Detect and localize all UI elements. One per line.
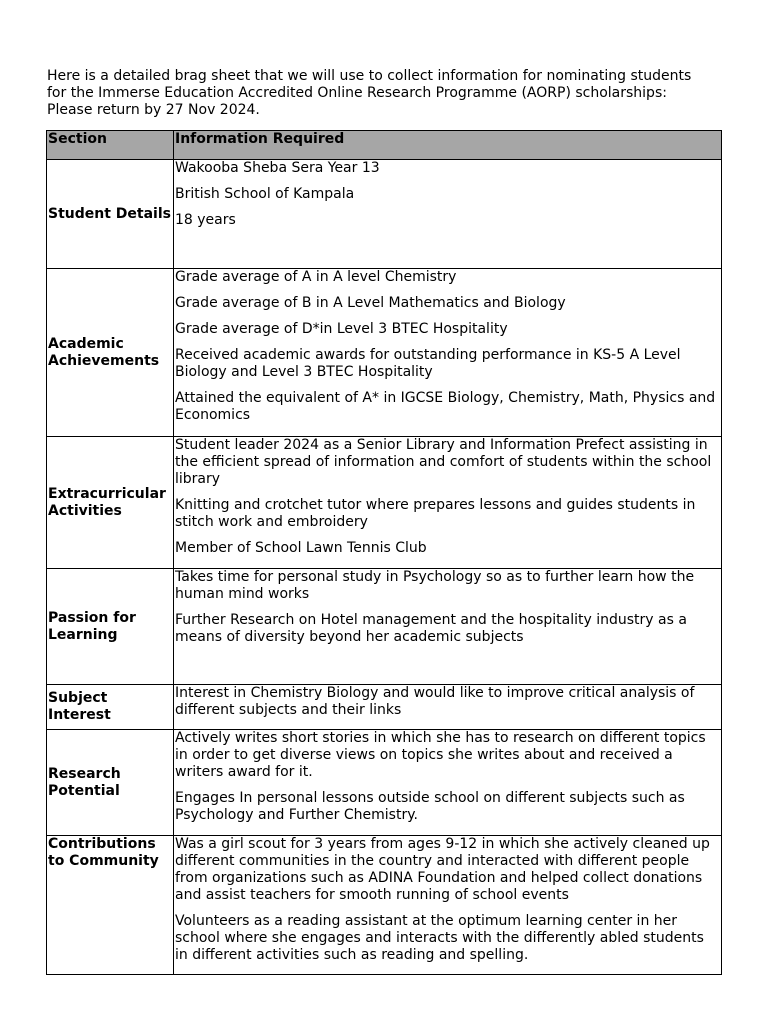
info-contributions-to-community: [174, 836, 722, 975]
brag-sheet-table: [46, 130, 722, 975]
header-section: Section: [47, 131, 174, 160]
info-extracurricular-activities: [174, 437, 722, 569]
info-item: 18 years: [175, 212, 236, 228]
table-row: [47, 569, 722, 685]
info-passion-for-learning: [174, 569, 722, 685]
intro-paragraph: [47, 68, 727, 119]
section-student-details: Student Details: [47, 160, 174, 269]
table-row: [47, 836, 722, 975]
table-row: [47, 269, 722, 437]
info-item: Volunteers as a reading assistant at the optimum learning center in her school where she engages and interacts with the differently abled students in different activities such as reading and spelling.: [175, 913, 704, 963]
intro-line-1: Here is a detailed brag sheet that we will use to collect information for nominating students: [47, 68, 692, 84]
info-item: Attained the equivalent of A* in IGCSE Biology, Chemistry, Math, Physics and Economics: [175, 390, 716, 423]
info-item: Received academic awards for outstanding performance in KS-5 A Level Biology and Level 3 BTEC Hospitality: [175, 347, 681, 380]
info-research-potential: [174, 730, 722, 836]
intro-line-3: Please return by 27 Nov 2024.: [47, 102, 260, 118]
section-contributions-to-community: Contributions to Community: [47, 836, 174, 975]
info-item: Grade average of D*in Level 3 BTEC Hospitality: [175, 321, 508, 337]
section-research-potential: Research Potential: [47, 730, 174, 836]
section-extracurricular-activities: Extracurricular Activities: [47, 437, 174, 569]
table-row: [47, 685, 722, 730]
info-item: Student leader 2024 as a Senior Library and Information Prefect assisting in the efficient spread of information and comfort of students within the school library: [175, 437, 712, 487]
info-item: Further Research on Hotel management and the hospitality industry as a means of diversity beyond her academic subjects: [175, 612, 687, 645]
info-student-details: [174, 160, 722, 269]
info-item: Member of School Lawn Tennis Club: [175, 540, 427, 556]
section-passion-for-learning: Passion for Learning: [47, 569, 174, 685]
header-information-required: Information Required: [174, 131, 722, 160]
info-academic-achievements: [174, 269, 722, 437]
section-subject-interest: Subject Interest: [47, 685, 174, 730]
info-item: Was a girl scout for 3 years from ages 9-12 in which she actively cleaned up different communities in the country and interacted with different people from organizations such as ADINA Foundation and helped collect donations and assist teachers for smooth running of school events: [175, 836, 710, 903]
info-subject-interest: [174, 685, 722, 730]
section-academic-achievements: Academic Achievements: [47, 269, 174, 437]
info-item: Grade average of A in A level Chemistry: [175, 269, 457, 285]
info-item: Engages In personal lessons outside school on different subjects such as Psychology and Further Chemistry.: [175, 790, 685, 823]
table-row: [47, 160, 722, 269]
info-item: Interest in Chemistry Biology and would like to improve critical analysis of different subjects and their links: [175, 685, 695, 718]
info-item: Knitting and crotchet tutor where prepares lessons and guides students in stitch work and embroidery: [175, 497, 696, 530]
table-row: [47, 730, 722, 836]
intro-line-2: for the Immerse Education Accredited Online Research Programme (AORP) scholarships:: [47, 85, 667, 101]
table-row: [47, 437, 722, 569]
info-item: Takes time for personal study in Psychology so as to further learn how the human mind works: [175, 569, 695, 602]
info-item: Grade average of B in A Level Mathematics and Biology: [175, 295, 566, 311]
table-header-row: [47, 131, 722, 160]
info-item: Wakooba Sheba Sera Year 13: [175, 160, 380, 176]
info-item: British School of Kampala: [175, 186, 355, 202]
info-item: Actively writes short stories in which she has to research on different topics in order to get diverse views on topics she writes about and received a writers award for it.: [175, 730, 706, 780]
